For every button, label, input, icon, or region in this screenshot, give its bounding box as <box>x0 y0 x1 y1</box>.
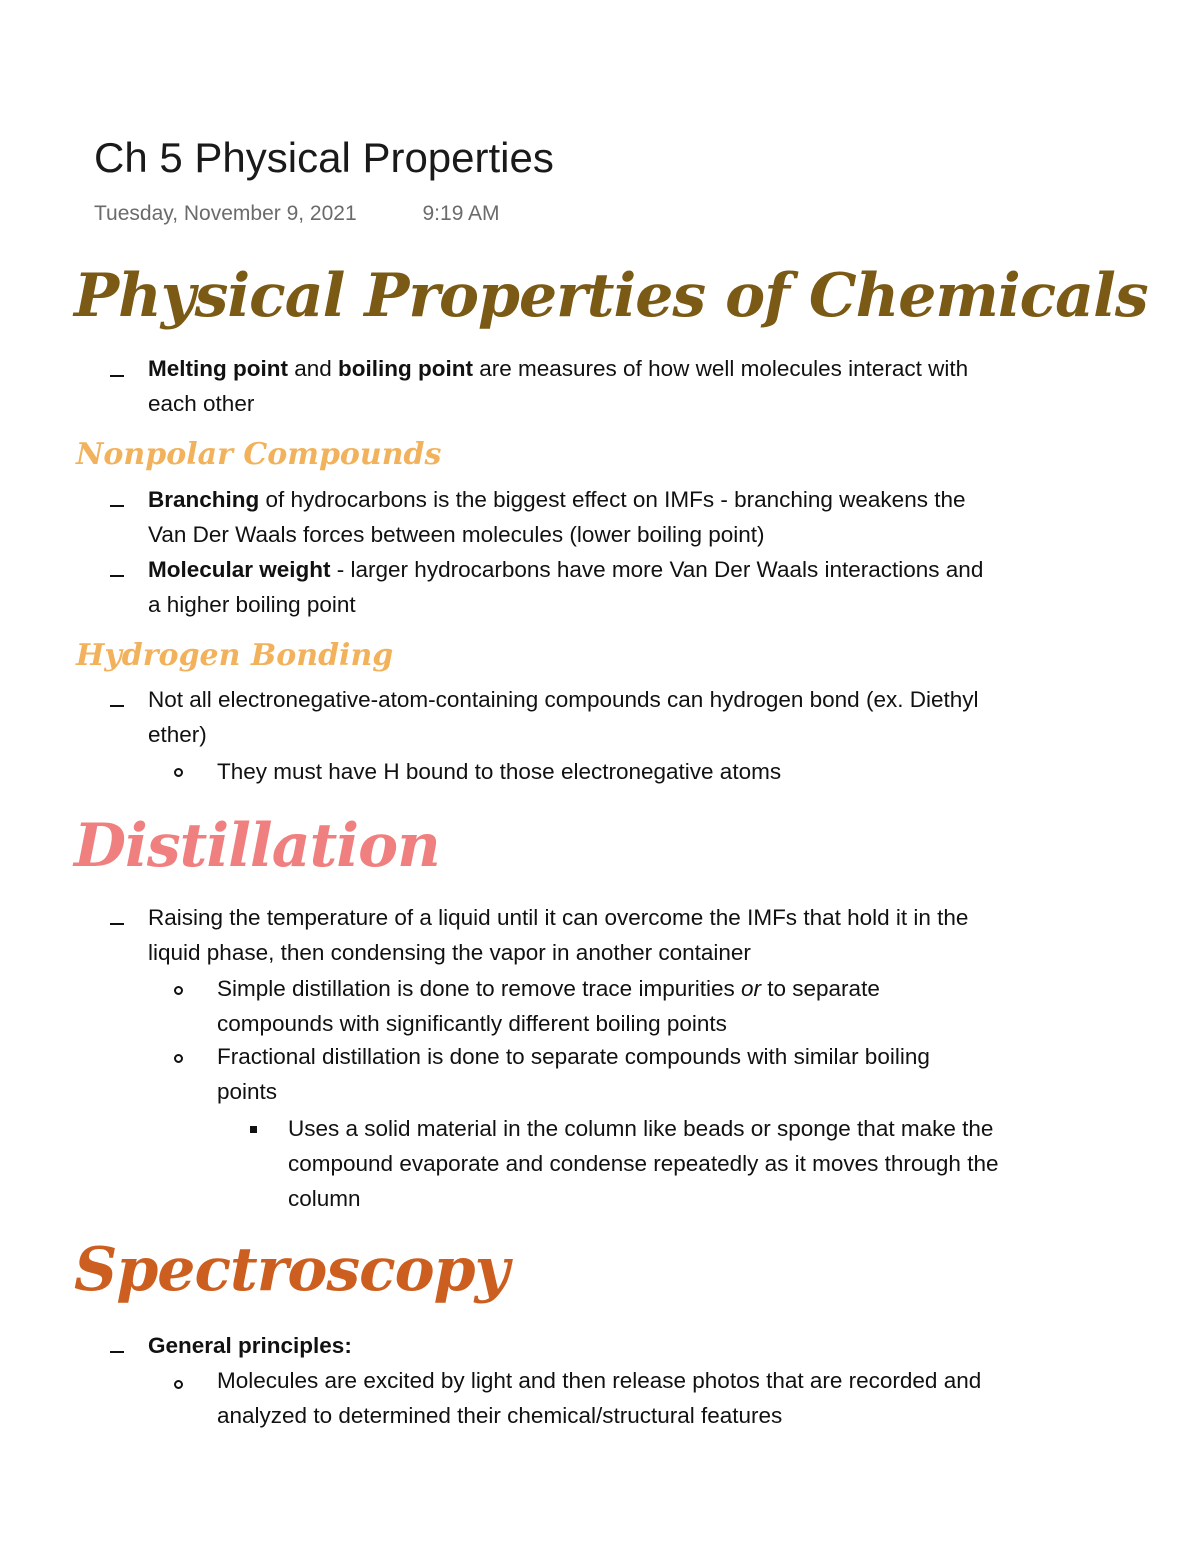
hydrogen-bullet-1-line-2: ether) <box>148 722 207 747</box>
distillation-sub-sub-bullet-1-line-3: column <box>288 1186 361 1211</box>
bullet-dash <box>110 1351 124 1353</box>
bullet-square <box>250 1126 257 1133</box>
spectroscopy-bullet-1: General principles: <box>148 1333 352 1358</box>
heading-nonpolar-compounds: Nonpolar Compounds <box>76 437 442 472</box>
page-date: Tuesday, November 9, 2021 <box>94 202 357 225</box>
distillation-sub-bullet-1-line-1: Simple distillation is done to remove trace impurities or to separate <box>217 976 880 1001</box>
distillation-sub-sub-bullet-1-line-2: compound evaporate and condense repeatedly as it moves through the <box>288 1151 999 1176</box>
spectroscopy-sub-bullet-1-line-2: analyzed to determined their chemical/structural features <box>217 1403 783 1428</box>
distillation-sub-bullet-2-line-2: points <box>217 1079 278 1104</box>
hydrogen-bullet-1-line-1: Not all electronegative-atom-containing compounds can hydrogen bond (ex. Diethyl <box>148 687 979 712</box>
physical-bullet-1-line-2: each other <box>148 391 255 416</box>
nonpolar-bullet-1-line-2: Van Der Waals forces between molecules (lower boiling point) <box>148 522 765 547</box>
bullet-dash <box>110 375 124 377</box>
heading-distillation: Distillation <box>74 811 440 881</box>
distillation-bullet-1-line-2: liquid phase, then condensing the vapor in another container <box>148 940 751 965</box>
bullet-dash <box>110 575 124 577</box>
heading-hydrogen-bonding: Hydrogen Bonding <box>76 638 394 673</box>
spectroscopy-sub-bullet-1-line-1: Molecules are excited by light and then release photos that are recorded and <box>217 1368 982 1393</box>
bullet-dash <box>110 923 124 925</box>
nonpolar-bullet-2-line-2: a higher boiling point <box>148 592 356 617</box>
distillation-sub-bullet-1-line-2: compounds with significantly different boiling points <box>217 1011 727 1036</box>
physical-bullet-1-line-1: Melting point and boiling point are measures of how well molecules interact with <box>148 356 969 381</box>
page-title: Ch 5 Physical Properties <box>94 134 554 181</box>
bullet-circle <box>174 1054 183 1063</box>
bullet-circle <box>174 768 183 777</box>
page-time: 9:19 AM <box>422 202 500 225</box>
hydrogen-sub-bullet-1: They must have H bound to those electronegative atoms <box>217 759 782 784</box>
bullet-circle <box>174 986 183 995</box>
heading-physical-properties: Physical Properties of Chemicals <box>74 261 1148 331</box>
page-meta <box>94 200 500 228</box>
distillation-sub-sub-bullet-1-line-1: Uses a solid material in the column like beads or sponge that make the <box>288 1116 994 1141</box>
distillation-bullet-1-line-1: Raising the temperature of a liquid until it can overcome the IMFs that hold it in the <box>148 905 969 930</box>
nonpolar-bullet-2-line-1: Molecular weight - larger hydrocarbons have more Van Der Waals interactions and <box>148 557 984 582</box>
bullet-dash <box>110 705 124 707</box>
bullet-circle <box>174 1380 183 1389</box>
distillation-sub-bullet-2-line-1: Fractional distillation is done to separate compounds with similar boiling <box>217 1044 930 1069</box>
bullet-dash <box>110 505 124 507</box>
heading-spectroscopy: Spectroscopy <box>74 1235 509 1305</box>
nonpolar-bullet-1-line-1: Branching of hydrocarbons is the biggest effect on IMFs - branching weakens the <box>148 487 966 512</box>
